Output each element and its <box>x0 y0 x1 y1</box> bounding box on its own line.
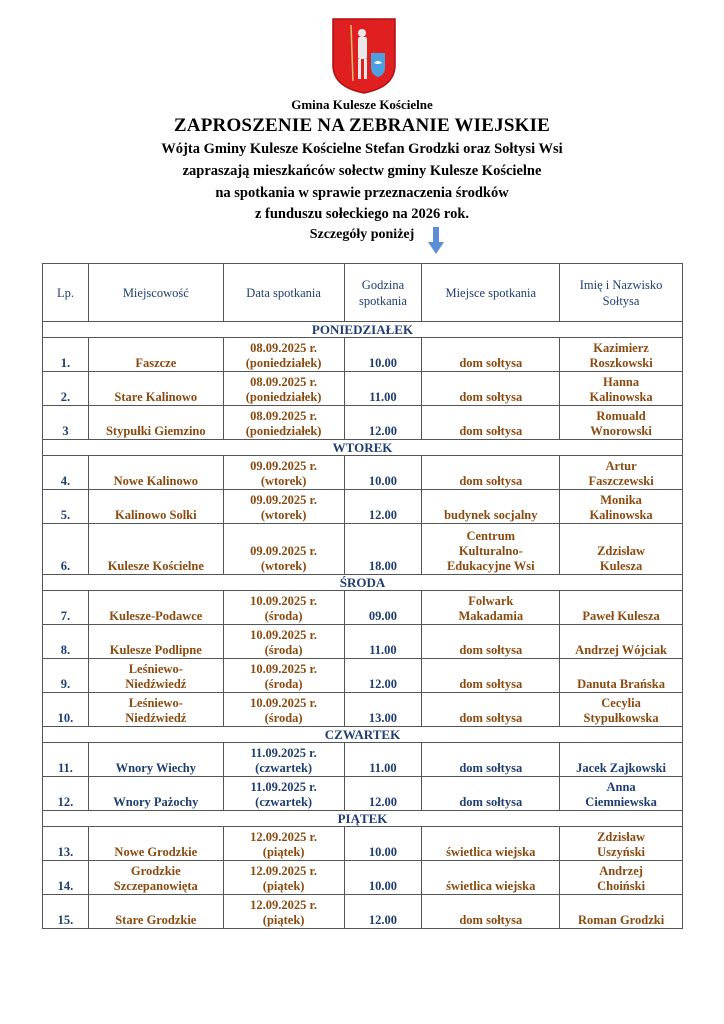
invitation-line-2: zapraszają mieszkańców sołectw gminy Kulesze Kościelne <box>182 163 542 179</box>
cell-place: Kulesze Kościelne <box>88 524 223 575</box>
cell-venue: Folwark Makadamia <box>422 591 560 625</box>
cell-hour: 12.00 <box>344 659 422 693</box>
invitation-line-4: z funduszu sołeckiego na 2026 rok. <box>254 206 470 222</box>
cell-date: 11.09.2025 r. (czwartek) <box>223 777 344 811</box>
cell-venue: dom sołtysa <box>422 456 560 490</box>
cell-name: Andrzej Choiński <box>560 861 683 895</box>
cell-name: Paweł Kulesza <box>560 591 683 625</box>
cell-lp: 11. <box>43 743 89 777</box>
cell-date: 10.09.2025 r. (środa) <box>223 693 344 727</box>
cell-date: 10.09.2025 r. (środa) <box>223 625 344 659</box>
cell-place: Kalinowo Solki <box>88 490 223 524</box>
col-header-hour: Godzina spotkania <box>344 264 422 322</box>
col-header-name: Imię i Nazwisko Sołtysa <box>560 264 683 322</box>
table-row <box>43 490 683 524</box>
col-header-lp: Lp. <box>43 264 89 322</box>
table-row <box>43 456 683 490</box>
table-row <box>43 659 683 693</box>
table-row <box>43 524 683 575</box>
cell-date: 09.09.2025 r. (wtorek) <box>223 490 344 524</box>
cell-lp: 1. <box>43 338 89 372</box>
col-header-place: Miejscowość <box>88 264 223 322</box>
table-row <box>43 861 683 895</box>
cell-lp: 9. <box>43 659 89 693</box>
day-header-row <box>43 811 683 827</box>
cell-lp: 15. <box>43 895 89 929</box>
cell-name: Anna Ciemniewska <box>560 777 683 811</box>
cell-date: 09.09.2025 r. (wtorek) <box>223 456 344 490</box>
cell-place: Wnory Wiechy <box>88 743 223 777</box>
table-header-row <box>43 264 683 322</box>
cell-hour: 10.00 <box>344 338 422 372</box>
cell-lp: 3 <box>43 406 89 440</box>
cell-venue: dom sołtysa <box>422 895 560 929</box>
cell-hour: 10.00 <box>344 827 422 861</box>
page-title: ZAPROSZENIE NA ZEBRANIE WIEJSKIE <box>173 115 551 136</box>
table-row <box>43 777 683 811</box>
table-row <box>43 827 683 861</box>
schedule-table <box>42 263 683 929</box>
cell-lp: 8. <box>43 625 89 659</box>
cell-venue: dom sołtysa <box>422 777 560 811</box>
cell-name: Zdzisław Kulesza <box>560 524 683 575</box>
cell-name: Monika Kalinowska <box>560 490 683 524</box>
cell-lp: 14. <box>43 861 89 895</box>
cell-place: Kulesze Podlipne <box>88 625 223 659</box>
cell-lp: 5. <box>43 490 89 524</box>
cell-name: Kazimierz Roszkowski <box>560 338 683 372</box>
cell-venue: dom sołtysa <box>422 693 560 727</box>
cell-date: 12.09.2025 r. (piątek) <box>223 827 344 861</box>
table-row <box>43 406 683 440</box>
cell-name: Artur Faszczewski <box>560 456 683 490</box>
cell-name: Zdzisław Uszyński <box>560 827 683 861</box>
cell-venue: Centrum Kulturalno- Edukacyjne Wsi <box>422 524 560 575</box>
cell-lp: 7. <box>43 591 89 625</box>
cell-venue: dom sołtysa <box>422 372 560 406</box>
cell-hour: 12.00 <box>344 895 422 929</box>
cell-hour: 12.00 <box>344 490 422 524</box>
cell-hour: 11.00 <box>344 372 422 406</box>
day-header-row <box>43 440 683 456</box>
cell-place: Faszcze <box>88 338 223 372</box>
cell-hour: 11.00 <box>344 625 422 659</box>
day-label: ŚRODA <box>43 575 683 591</box>
col-header-venue: Miejsce spotkania <box>422 264 560 322</box>
cell-name: Danuta Brańska <box>560 659 683 693</box>
day-label: PONIEDZIAŁEK <box>43 322 683 338</box>
day-header-row <box>43 575 683 591</box>
invitation-line-1: Wójta Gminy Kulesze Kościelne Stefan Grodzki oraz Sołtysi Wsi <box>161 141 563 157</box>
table-row <box>43 693 683 727</box>
cell-hour: 11.00 <box>344 743 422 777</box>
table-row <box>43 372 683 406</box>
cell-hour: 09.00 <box>344 591 422 625</box>
cell-place: Stare Grodzkie <box>88 895 223 929</box>
cell-lp: 13. <box>43 827 89 861</box>
cell-hour: 10.00 <box>344 456 422 490</box>
cell-date: 10.09.2025 r. (środa) <box>223 591 344 625</box>
day-header-row <box>43 322 683 338</box>
coat-of-arms-icon <box>331 17 397 95</box>
cell-name: Jacek Zajkowski <box>560 743 683 777</box>
cell-place: Nowe Kalinowo <box>88 456 223 490</box>
day-label: PIĄTEK <box>43 811 683 827</box>
cell-place: Wnory Pażochy <box>88 777 223 811</box>
cell-date: 11.09.2025 r. (czwartek) <box>223 743 344 777</box>
cell-place: Nowe Grodzkie <box>88 827 223 861</box>
cell-venue: dom sołtysa <box>422 338 560 372</box>
cell-date: 09.09.2025 r. (wtorek) <box>223 524 344 575</box>
cell-lp: 4. <box>43 456 89 490</box>
cell-venue: dom sołtysa <box>422 625 560 659</box>
cell-place: Stare Kalinowo <box>88 372 223 406</box>
table-row <box>43 338 683 372</box>
cell-venue: świetlica wiejska <box>422 827 560 861</box>
cell-date: 08.09.2025 r. (poniedziałek) <box>223 406 344 440</box>
table-row <box>43 743 683 777</box>
cell-place: Stypułki Giemzino <box>88 406 223 440</box>
cell-name: Andrzej Wójciak <box>560 625 683 659</box>
cell-place: Grodzkie Szczepanowięta <box>88 861 223 895</box>
cell-name: Roman Grodzki <box>560 895 683 929</box>
cell-name: Cecylia Stypułkowska <box>560 693 683 727</box>
cell-place: Kulesze-Podawce <box>88 591 223 625</box>
cell-date: 08.09.2025 r. (poniedziałek) <box>223 372 344 406</box>
cell-hour: 18.00 <box>344 524 422 575</box>
cell-venue: świetlica wiejska <box>422 861 560 895</box>
cell-venue: dom sołtysa <box>422 743 560 777</box>
cell-date: 12.09.2025 r. (piątek) <box>223 861 344 895</box>
table-row <box>43 625 683 659</box>
col-header-date: Data spotkania <box>223 264 344 322</box>
cell-lp: 2. <box>43 372 89 406</box>
cell-name: Hanna Kalinowska <box>560 372 683 406</box>
cell-hour: 13.00 <box>344 693 422 727</box>
cell-hour: 10.00 <box>344 861 422 895</box>
table-row <box>43 591 683 625</box>
municipality-name: Gmina Kulesze Kościelne <box>291 97 433 112</box>
cell-hour: 12.00 <box>344 406 422 440</box>
cell-lp: 6. <box>43 524 89 575</box>
cell-place: Leśniewo- Niedźwiedź <box>88 659 223 693</box>
day-header-row <box>43 727 683 743</box>
details-below: Szczegóły poniżej <box>309 227 415 242</box>
day-label: CZWARTEK <box>43 727 683 743</box>
invitation-line-3: na spotkania w sprawie przeznaczenia środków <box>215 185 509 201</box>
table-row <box>43 895 683 929</box>
cell-date: 12.09.2025 r. (piątek) <box>223 895 344 929</box>
day-label: WTOREK <box>43 440 683 456</box>
arrow-down-icon <box>428 227 444 255</box>
cell-date: 08.09.2025 r. (poniedziałek) <box>223 338 344 372</box>
cell-place: Leśniewo- Niedźwiedź <box>88 693 223 727</box>
cell-hour: 12.00 <box>344 777 422 811</box>
cell-lp: 12. <box>43 777 89 811</box>
cell-venue: dom sołtysa <box>422 659 560 693</box>
cell-venue: dom sołtysa <box>422 406 560 440</box>
cell-date: 10.09.2025 r. (środa) <box>223 659 344 693</box>
cell-name: Romuald Wnorowski <box>560 406 683 440</box>
cell-venue: budynek socjalny <box>422 490 560 524</box>
cell-lp: 10. <box>43 693 89 727</box>
